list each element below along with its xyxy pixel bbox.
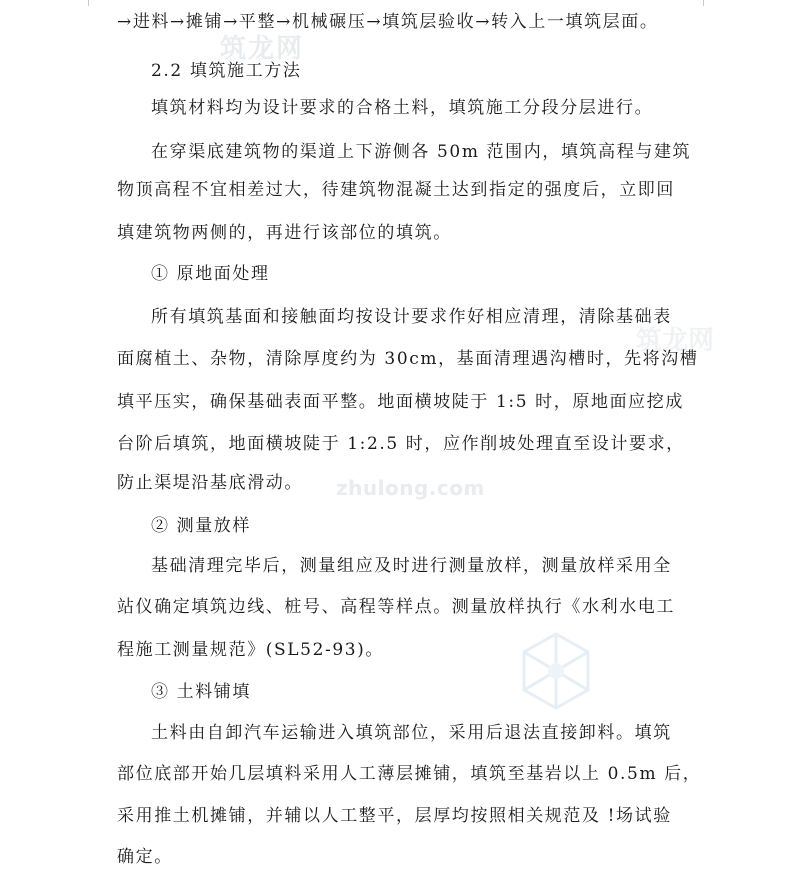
watermark-text-right: 筑龙网	[636, 326, 715, 356]
text-line-3: 填筑材料均为设计要求的合格土料，填筑施工分段分层进行。	[151, 98, 654, 118]
text-line-18: 土料由自卸汽车运输进入填筑部位，采用后退法直接卸料。填筑	[151, 723, 672, 743]
text-line-6: 填建筑物两侧的，再进行该部位的填筑。	[117, 223, 452, 243]
text-line-4: 在穿渠底建筑物的渠道上下游侧各 50m 范围内，填筑高程与建筑	[151, 142, 692, 162]
text-line-19: 部位底部开始几层填料采用人工薄层摊铺，填筑至基岩以上 0.5m 后，	[117, 764, 702, 784]
text-line-9: 面腐植土、杂物，清除厚度约为 30cm，基面清理遇沟槽时，先将沟槽	[117, 349, 699, 369]
subheading-soil-placement: ③ 土料铺填	[151, 682, 252, 702]
text-line-12: 防止渠堤沿基底滑动。	[117, 473, 303, 493]
text-line-16: 程施工测量规范》(SL52-93)。	[117, 640, 385, 660]
margin-corner-mark-right	[703, 0, 704, 6]
text-line-21: 确定。	[117, 847, 173, 867]
margin-corner-mark-left	[88, 0, 89, 6]
subheading-survey-layout: ② 测量放样	[151, 516, 252, 536]
watermark-text-middle: zhulong.com	[336, 476, 485, 500]
text-line-1: →进料→摊铺→平整→机械碾压→填筑层验收→转入上一填筑层面。	[117, 12, 659, 32]
text-line-10: 填平压实，确保基础表面平整。地面横坡陡于 1:5 时，原地面应挖成	[117, 392, 684, 412]
text-line-20: 采用推土机摊铺，并辅以人工整平，层厚均按照相关规范及 !场试验	[117, 806, 672, 826]
text-line-11: 台阶后填筑，地面横坡陡于 1:2.5 时，应作削坡处理直至设计要求，	[117, 434, 685, 454]
text-line-14: 基础清理完毕后，测量组应及时进行测量放样，测量放样采用全	[151, 556, 672, 576]
subheading-original-ground: ① 原地面处理	[151, 264, 270, 284]
text-line-8: 所有填筑基面和接触面均按设计要求作好相应清理，清除基础表	[151, 307, 672, 327]
watermark-logo-icon	[492, 628, 620, 728]
text-line-5: 物顶高程不宜相差过大，待建筑物混凝土达到指定的强度后，立即回	[117, 180, 675, 200]
section-heading-2-2: 2.2 填筑施工方法	[151, 61, 302, 81]
text-line-15: 站仪确定填筑边线、桩号、高程等样点。测量放样执行《水利水电工	[117, 597, 675, 617]
watermark-text-top: 筑龙网	[220, 34, 305, 64]
